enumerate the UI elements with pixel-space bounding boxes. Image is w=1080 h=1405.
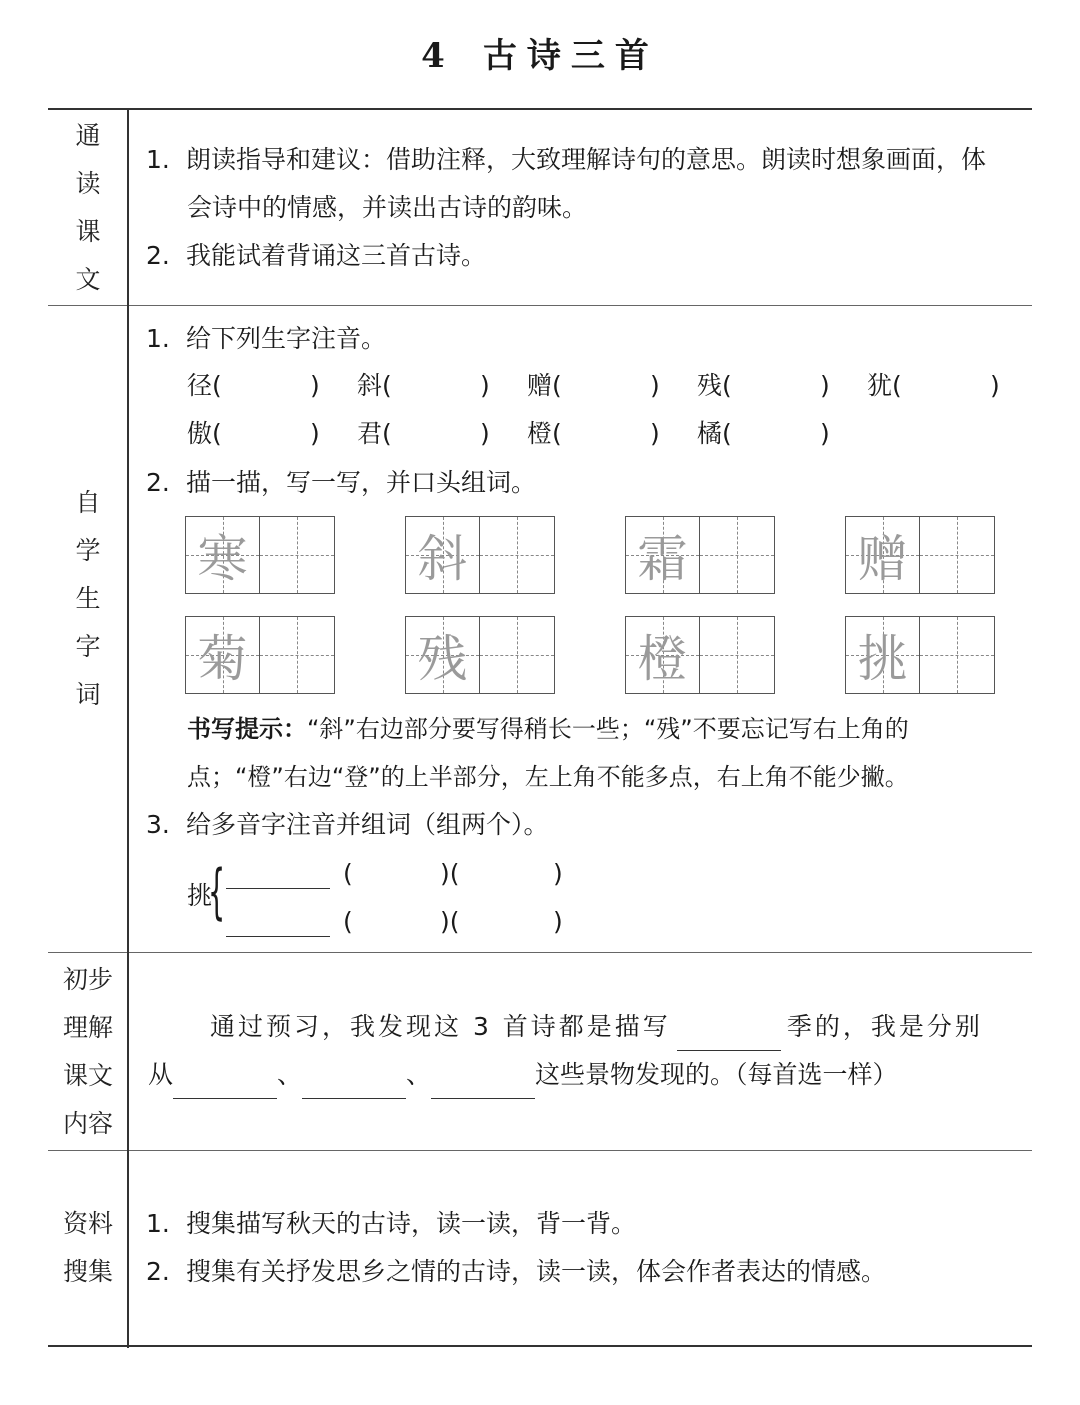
pinyin-close: ): [480, 371, 490, 400]
pinyin-close: ): [820, 419, 830, 448]
scene-blank-1[interactable]: [173, 1068, 277, 1099]
word-mid: )(: [440, 907, 460, 936]
vocab-q3-instruction: 3. 给多音字注音并组词（组两个）。: [146, 810, 549, 839]
reading-item-1-cont: 会诗中的情感，并读出古诗的韵味。: [187, 193, 588, 222]
lesson-title: 古诗三首: [482, 36, 659, 76]
writing-grid[interactable]: [625, 516, 777, 596]
trace-char: 斜: [417, 530, 468, 588]
pinyin-blank[interactable]: 径(: [187, 371, 222, 400]
pinyin-close: ): [310, 419, 320, 448]
lesson-number: 4: [421, 36, 455, 76]
trace-char: 挑: [857, 630, 908, 688]
writing-tip: 书写提示：“斜”右边部分要写得稍长一些；“残”不要忘记写右上角的: [187, 715, 909, 743]
row-divider-3: [48, 1150, 1032, 1151]
word-close: ): [553, 859, 563, 888]
research-item-1: 1. 搜集描写秋天的古诗，读一读，背一背。: [146, 1209, 637, 1238]
vocab-q2-instruction: 2. 描一描，写一写，并口头组词。: [146, 468, 537, 497]
pinyin-close: ): [650, 419, 660, 448]
pinyin-blank[interactable]: 君(: [357, 419, 392, 448]
writing-grid[interactable]: [185, 616, 337, 696]
word-open: (: [343, 859, 353, 888]
season-blank[interactable]: [677, 1020, 781, 1051]
brace-icon: {: [208, 857, 226, 927]
trace-char: 霜: [637, 530, 688, 588]
pinyin-blank[interactable]: 犹(: [867, 371, 902, 400]
pinyin-close: ): [650, 371, 660, 400]
pinyin-close: ): [310, 371, 320, 400]
writing-grid[interactable]: [845, 516, 997, 596]
writing-grid[interactable]: [405, 616, 557, 696]
pinyin-blank[interactable]: 赠(: [527, 371, 562, 400]
section-label-research: 资料 搜集: [62, 1209, 113, 1286]
vocab-q1-instruction: 1. 给下列生字注音。: [146, 324, 387, 353]
writing-tip-cont: 点；“橙”右边“登”的上半部分，左上角不能多点，右上角不能少撇。: [187, 763, 909, 791]
understanding-line-1: 通过预习，我发现这 3 首诗都是描写 季的，我是分别: [210, 1003, 983, 1051]
reading-item-1: 1. 朗读指导和建议：借助注释，大致理解诗句的意思。朗读时想象画面，体: [146, 145, 987, 174]
section-label-understanding: 初步 理解 课文 内容: [62, 964, 113, 1138]
pinyin-close: ): [480, 419, 490, 448]
polyphone-char: 挑: [187, 881, 213, 910]
table-top-border: [48, 108, 1032, 110]
trace-char: 残: [417, 630, 468, 688]
section-label-vocab: 自 学 生 字 词: [75, 488, 101, 709]
table-bottom-border: [48, 1345, 1032, 1347]
page-title: [0, 28, 1080, 77]
word-open: (: [343, 907, 353, 936]
writing-grid[interactable]: [185, 516, 337, 596]
writing-tip-label: 书写提示：: [187, 715, 307, 743]
pinyin-blank[interactable]: 橘(: [697, 419, 732, 448]
row-divider-1: [48, 305, 1032, 306]
trace-char: 橙: [637, 630, 688, 688]
pinyin-close: ): [820, 371, 830, 400]
word-mid: )(: [440, 859, 460, 888]
scene-blank-3[interactable]: [431, 1068, 535, 1099]
trace-char: 赠: [857, 530, 908, 588]
word-close: ): [553, 907, 563, 936]
pinyin-blank[interactable]: 残(: [697, 371, 732, 400]
research-item-2: 2. 搜集有关抒发思乡之情的古诗，读一读，体会作者表达的情感。: [146, 1257, 887, 1286]
section-label-reading: 通 读 课 文: [75, 120, 101, 294]
writing-grid[interactable]: [845, 616, 997, 696]
scene-blank-2[interactable]: [302, 1068, 406, 1099]
pinyin-close: ): [990, 371, 1000, 400]
pinyin-line-2[interactable]: [226, 906, 330, 937]
pinyin-line-1[interactable]: [226, 858, 330, 889]
reading-item-2: 2. 我能试着背诵这三首古诗。: [146, 241, 487, 270]
writing-grid[interactable]: [625, 616, 777, 696]
trace-char: 菊: [197, 630, 248, 688]
pinyin-blank[interactable]: 橙(: [527, 419, 562, 448]
understanding-line-2: 从 、 、 这些景物发现的。（每首选一样）: [148, 1051, 898, 1099]
pinyin-blank[interactable]: 傲(: [187, 419, 222, 448]
pinyin-blank[interactable]: 斜(: [357, 371, 392, 400]
row-divider-2: [48, 952, 1032, 953]
trace-char: 寒: [197, 530, 248, 588]
writing-grid[interactable]: [405, 516, 557, 596]
